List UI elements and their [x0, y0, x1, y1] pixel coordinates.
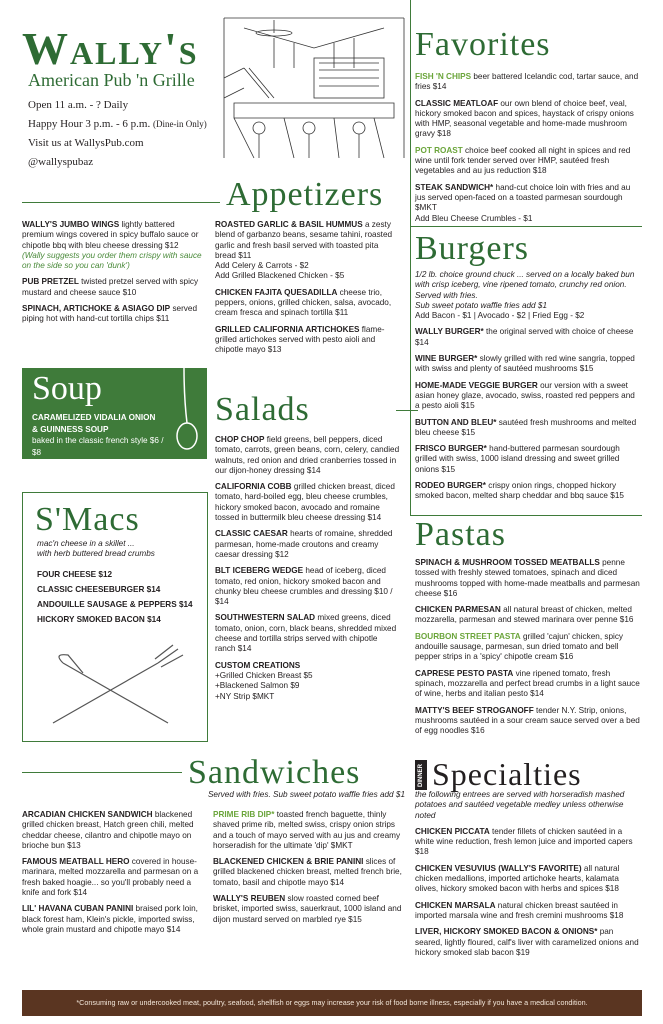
appetizers-title: Appetizers	[226, 176, 384, 213]
menu-item	[215, 288, 400, 319]
addon: Add Celery & Carrots - $2	[215, 261, 309, 271]
pastas-title: Pastas	[415, 516, 506, 553]
item-name: WINE BURGER*	[415, 354, 478, 364]
item-desc: covered in house-marinara, melted mozzarella and parmesan on a fresh baked hoagie... so you'll probably need a knife and fork $14	[22, 857, 199, 898]
menu-item	[415, 669, 640, 700]
hummus-addons	[215, 261, 400, 282]
dinner-badge: DINNER	[415, 760, 427, 790]
ladle-icon	[172, 368, 202, 454]
item-desc: blackened grilled chicken breast, Hatch green chili, melted cheddar cheese, cilantro and chipotle mayo on brioche bun $13	[22, 810, 194, 850]
item-desc: braised pork loin, black forest ham, Klein's pickle, imported swiss, whole grain mustard and chipotle mayo $14	[22, 904, 198, 934]
item-desc: twisted pretzel served with spicy mustard and cheese sauce $10	[22, 277, 199, 297]
menu-item	[415, 183, 640, 214]
item-name: SOUTHWESTERN SALAD	[215, 613, 316, 623]
menu-item	[22, 304, 207, 325]
item-name: LIVER, HICKORY SMOKED BACON & ONIONS*	[415, 927, 598, 937]
soup-price: baked in the classic french style $6 / $8	[32, 436, 164, 457]
menu-item	[415, 605, 640, 626]
appetizers-col1	[22, 220, 207, 331]
item-name: RODEO BURGER*	[415, 481, 486, 491]
item-name: PRIME RIB DIP*	[213, 810, 275, 819]
item-name: CHICKEN MARSALA	[415, 900, 496, 910]
custom-title: CUSTOM CREATIONS	[215, 660, 301, 670]
menu-item	[215, 220, 400, 261]
menu-item	[415, 901, 640, 922]
fork-knife-icon	[43, 643, 193, 733]
item-desc: hand-cut choice loin with fries and au jus served open-faced on a toasted parmesan sourdough $MKT	[415, 182, 631, 213]
menu-item	[213, 894, 403, 925]
item-name: FISH 'N CHIPS	[415, 72, 472, 81]
item-desc: our own blend of choice beef, veal, hickory smoked bacon and spices, haystack of crispy onions with HMP, seasonal vegetable and home-made mushroom gravy $18	[415, 98, 634, 139]
soup-box	[22, 368, 207, 459]
item-name: WALLY BURGER*	[415, 327, 484, 337]
specialties-title: Specialties	[432, 756, 582, 792]
item-desc: slices of grilled blackened chicken breast, melted french brie, tomato, basil and chipotle mayo $14	[213, 857, 402, 887]
menu-item	[415, 99, 640, 140]
item-name: WALLY'S JUMBO WINGS	[22, 220, 120, 229]
item-desc: choice beef cooked all night in spices and red wine until fork tender served over HMP, sautéed fresh vegetables and au jus reduction $18	[415, 145, 631, 176]
item-name: CHICKEN PICCATA	[415, 826, 490, 836]
item-name: CHICKEN PARMESAN	[415, 605, 501, 615]
menu-item	[415, 558, 640, 599]
item-name: CLASSIC MEATLOAF	[415, 98, 499, 108]
item-name: MATTY'S BEEF STROGANOFF	[415, 705, 534, 715]
item-name: BUTTON AND BLEU*	[415, 417, 497, 427]
item-desc: natural chicken breast sautéed in imported marsala wine and fresh cremini mushrooms $18	[415, 900, 624, 920]
item-desc: a zesty blend of garbanzo beans, sesame tahini, roasted garlic and fresh basil served with toasted pita bread $11	[215, 220, 393, 260]
smacs-intro: mac'n cheese in a skillet ...	[37, 539, 135, 548]
item-desc: tender fillets of chicken sautéed in a white wine reduction, fresh lemon juice and imported capers $18	[415, 826, 633, 857]
item-desc: the original served with choice of cheese $14	[415, 327, 634, 347]
menu-item	[215, 482, 400, 523]
item-name: LIL' HAVANA CUBAN PANINI	[22, 904, 134, 914]
item-desc: mixed greens, diced tomato, onion, corn, black beans, shredded mixed cheese and tortilla strips served with chipotle ranch $14	[215, 613, 397, 654]
menu-item	[415, 827, 640, 858]
happy-hour-time: Happy Hour 3 p.m. - 6 p.m.	[28, 118, 151, 130]
item-desc: hand-buttered parmesan sourdough grilled with swiss, 1000 island dressing and sweet grilled onions $15	[415, 444, 620, 474]
menu-item: FOUR CHEESE $12	[37, 569, 113, 579]
menu-item	[415, 481, 640, 502]
item-desc: penne tossed with freshly stewed tomatoes, spinach and diced mushrooms topped with home-made meatballs and parmesan cheese $16	[415, 558, 640, 598]
item-desc: head of iceberg, diced tomato, red onion, hickory smoked bacon and chunky bleu cheese crumbles and dressing $10 / $14	[215, 566, 393, 607]
item-desc: slowly grilled with red wine sangria, topped with swiss and plenty of sautéed mushrooms $15	[415, 354, 635, 374]
item-desc: all natural breast of chicken, melted mozzarella, parmesan and stewed marinara over penne $16	[415, 605, 634, 625]
item-name: CHICKEN FAJITA QUESADILLA	[215, 287, 338, 297]
item-desc: our version with a sweet asian honey glaze, avocado, swiss, roasted red peppers and a pesto aioli $15	[415, 380, 635, 411]
menu-item	[22, 857, 207, 898]
item-desc: toasted french baguette, thinly shaved prime rib, melted swiss, crispy onion strips and a touch of mayo served with au jus and creamy horseradish for the ultimate 'dip' $MKT	[213, 810, 401, 850]
soup-name-2: & GUINNESS SOUP	[32, 424, 109, 434]
menu-item	[215, 435, 400, 476]
item-name: FRISCO BURGER*	[415, 444, 487, 454]
item-desc: sautéed fresh mushrooms and melted bleu cheese $15	[415, 417, 637, 437]
menu-item: HICKORY SMOKED BACON $14	[37, 615, 161, 625]
divider	[22, 202, 220, 203]
menu-item	[415, 632, 640, 663]
soup-desc	[32, 412, 172, 458]
divider	[410, 0, 411, 515]
item-desc: cheese trio, peppers, onions, grilled chicken, salsa, avocado, cream fresca and spinach tortilla $11	[215, 287, 392, 318]
item-name: SPINACH & MUSHROOM TOSSED MEATBALLS	[415, 558, 600, 567]
sandwiches-note: Served with fries. Sub sweet potato waffle fries add $1	[207, 790, 405, 799]
item-name: POT ROAST	[415, 145, 463, 155]
burgers-adds: Add Bacon - $1 | Avocado - $2 | Fried Egg - $2	[415, 311, 585, 321]
smacs-title: S'Macs	[35, 501, 140, 538]
restaurant-tagline: American Pub 'n Grille	[28, 70, 195, 90]
salads-list	[215, 435, 400, 708]
item-desc: vine ripened tomato, fresh spinach, mozzarella and perfect bread crumbs in a light sauce of wine, herbs and italian pesto $14	[415, 668, 640, 699]
menu-item	[22, 810, 207, 851]
hours-block	[28, 96, 207, 172]
menu-item	[415, 418, 640, 439]
pastas-list	[415, 558, 640, 742]
menu-item	[415, 864, 640, 895]
item-desc: served piping hot with hand-cut tortilla chips $11	[22, 304, 198, 324]
salads-title: Salads	[215, 391, 310, 428]
menu-item	[22, 220, 207, 251]
custom-option: +Grilled Chicken Breast $5	[215, 670, 313, 680]
item-desc: slow roasted corned beef brisket, imported swiss, sauerkraut, 1000 island and dijon mustard served on marbled rye $15	[213, 894, 402, 924]
menu-item	[215, 613, 400, 654]
item-desc: beer battered Icelandic cod, tartar sauce, and fries $14	[415, 72, 639, 92]
item-name: CLASSIC CAESAR	[215, 529, 288, 539]
sandwiches-col2	[213, 810, 403, 931]
item-name: CHOP CHOP	[215, 435, 265, 444]
specialties-list	[415, 790, 640, 964]
menu-item	[415, 927, 640, 958]
item-desc: flame-grilled artichokes served with pesto aioli and chipotle mayo $13	[215, 324, 385, 355]
item-name: CHICKEN VESUVIUS (WALLY'S FAVORITE)	[415, 863, 582, 873]
item-desc: grilled 'cajun' chicken, spicy andouille sausage, parmesan, sun dried tomato and bell pepper strips in a 'spicy' chipotle cream $16	[415, 631, 624, 662]
burgers-intro: 1/2 lb. choice ground chuck ... served on a locally baked bun with crisp iceberg, vine ripened tomato, crunchy red onion. Served with fries.	[415, 270, 635, 300]
soup-title: Soup	[32, 370, 102, 407]
menu-item: CLASSIC CHEESEBURGER $14	[37, 584, 161, 594]
health-disclaimer: *Consuming raw or undercooked meat, poultry, seafood, shellfish or eggs may increase your risk of food borne illness, especially if you have a medical condition.	[22, 990, 642, 1016]
menu-item	[215, 566, 400, 607]
item-name: BOURBON STREET PASTA	[415, 631, 521, 641]
happy-hour-note: (Dine-in Only)	[152, 119, 207, 129]
item-name: ARCADIAN CHICKEN SANDWICH	[22, 810, 153, 819]
burgers-sub: Sub sweet potato waffle fries add $1	[415, 300, 547, 310]
item-name: STEAK SANDWICH*	[415, 182, 494, 192]
menu-item	[415, 381, 640, 412]
soup-name: CARAMELIZED VIDALIA ONION	[32, 413, 156, 422]
appetizers-col2	[215, 220, 400, 362]
menu-item	[22, 904, 207, 935]
item-desc: all natural chicken medallions, imported artichoke hearts, kalamata olives, hickory smoked bacon with herbs and spices $18	[415, 863, 620, 894]
item-desc: crispy onion rings, chopped hickory smoked bacon, melted sharp cheddar and bbq sauce $15	[415, 481, 624, 501]
item-desc: grilled chicken breast, diced tomato, hard-boiled egg, bleu cheese crumbles, hickory smoked bacon, avocado and romaine tossed in buttermilk bleu cheese dressing $14	[215, 482, 395, 523]
item-name: FAMOUS MEATBALL HERO	[22, 857, 130, 867]
menu-item	[213, 810, 403, 851]
item-name: WALLY'S REUBEN	[213, 894, 286, 904]
smacs-intro-2: with herb buttered bread crumbs	[37, 549, 155, 559]
divider	[396, 410, 418, 411]
menu-item	[415, 706, 640, 737]
happy-hour	[28, 115, 207, 134]
burgers-list	[415, 270, 640, 508]
specialties-intro: the following entrees are served with horseradish mashed potatoes and sautéed vegetable medley unless otherwise noted	[415, 790, 625, 820]
item-name: BLT ICEBERG WEDGE	[215, 566, 304, 576]
menu-item	[22, 277, 207, 298]
custom-creations	[215, 661, 400, 702]
item-desc: field greens, bell peppers, diced tomato, carrots, green beans, corn, celery, candied walnuts, red onion and dried cranberries tossed in our dijon-honey dressing $14	[215, 435, 400, 475]
hours-open: Open 11 a.m. - ? Daily	[28, 99, 129, 111]
menu-item: ANDOUILLE SAUSAGE & PEPPERS $14	[37, 600, 193, 610]
item-desc: hearts of romaine, shredded parmesan, home-made croutons and creamy caesar dressing $12	[215, 529, 393, 559]
bar-interior-sketch	[214, 8, 410, 168]
social-handle: @wallyspubaz	[28, 156, 94, 168]
wings-note: (Wally suggests you order them crispy with sauce on the side so you can 'dunk')	[22, 250, 202, 271]
item-name: SPINACH, ARTICHOKE & ASIAGO DIP	[22, 304, 171, 314]
restaurant-name: Wally's	[22, 23, 199, 74]
menu-item	[415, 72, 640, 93]
smacs-box	[22, 492, 208, 742]
burgers-title: Burgers	[415, 230, 530, 267]
favorites-title: Favorites	[415, 26, 551, 63]
divider	[410, 226, 642, 227]
addon: Add Grilled Blackened Chicken - $5	[215, 271, 345, 281]
custom-option: +Blackened Salmon $9	[215, 681, 300, 691]
item-desc: pan seared, lightly floured, calf's liver with caramelized onions and hickory smoked slab bacon $19	[415, 927, 639, 957]
sandwiches-col1	[22, 810, 207, 941]
menu-item	[215, 325, 400, 356]
menu-item	[415, 444, 640, 475]
divider	[22, 772, 182, 773]
item-name: PUB PRETZEL	[22, 277, 79, 287]
menu-item	[415, 354, 640, 375]
item-name: BLACKENED CHICKEN & BRIE PANINI	[213, 857, 364, 867]
website: Visit us at WallysPub.com	[28, 137, 144, 149]
item-desc: lightly battered premium wings covered in spicy buffalo sauce or chipotle bbq with bleu cheese dressing $12	[22, 220, 199, 250]
item-name: ROASTED GARLIC & BASIL HUMMUS	[215, 220, 363, 229]
custom-option: +NY Strip $MKT	[215, 691, 275, 701]
item-name: HOME-MADE VEGGIE BURGER	[415, 380, 538, 390]
item-addon: Add Bleu Cheese Crumbles - $1	[415, 213, 533, 223]
item-name: GRILLED CALIFORNIA ARTICHOKES	[215, 324, 360, 334]
item-desc: tender N.Y. Strip, onions, mushrooms sautéed in a sour cream sauce served over a bed of egg noodles $16	[415, 705, 640, 736]
menu-item	[213, 857, 403, 888]
item-name: CALIFORNIA COBB	[215, 482, 292, 492]
item-name: CAPRESE PESTO PASTA	[415, 668, 514, 678]
menu-item	[415, 327, 640, 348]
favorites-list	[415, 72, 640, 230]
menu-item	[415, 146, 640, 177]
menu-item	[215, 529, 400, 560]
sandwiches-title: Sandwiches	[188, 754, 361, 791]
